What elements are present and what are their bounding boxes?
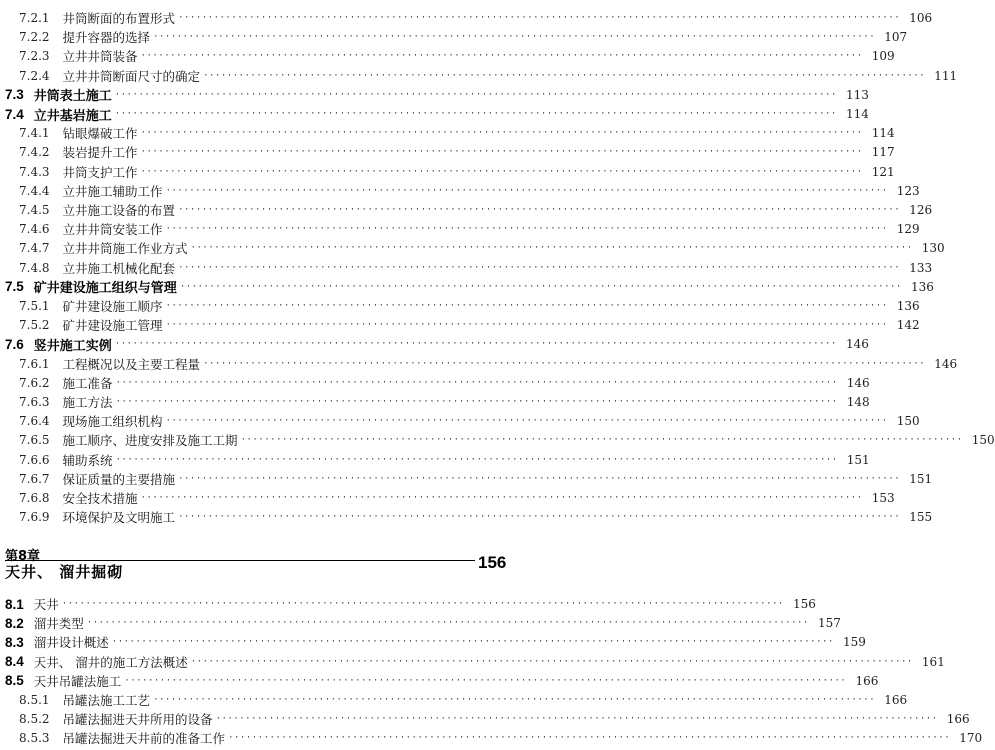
toc-entry-title: 辅助系统	[62, 452, 113, 468]
toc-entry-page: 113	[845, 87, 869, 102]
dot-leader: ··························································································································	[165, 224, 888, 235]
toc-entry-page: 136	[910, 279, 934, 294]
chapter-page-number: 156	[478, 553, 507, 572]
toc-entry-number: 8.1	[5, 596, 24, 612]
toc-entry[interactable]	[0, 411, 920, 431]
toc-entry-number: 8.5.3	[19, 731, 50, 746]
toc-entry-title: 吊罐法掘进天井前的准备工作	[62, 731, 226, 747]
toc-entry-title: 溜井类型	[33, 616, 84, 632]
dot-leader: ··························································································································	[114, 339, 837, 350]
toc-entry-number: 8.4	[5, 654, 24, 670]
toc-entry[interactable]	[0, 507, 933, 527]
toc-entry[interactable]	[0, 219, 920, 239]
dot-leader: ··························································································································	[115, 397, 838, 407]
toc-entry-number: 7.2.1	[19, 11, 50, 25]
toc-entry-page: 114	[871, 126, 895, 141]
dot-leader: ··························································································································	[178, 262, 901, 273]
toc-entry-page: 114	[845, 107, 869, 121]
toc-entry[interactable]	[0, 450, 870, 470]
toc-entry-number: 8.5.2	[19, 712, 50, 727]
toc-entry-title: 立井井筒装备	[62, 49, 138, 65]
toc-entry[interactable]	[0, 8, 933, 28]
toc-entry-page: 123	[896, 183, 920, 198]
toc-entry-title: 立井基岩施工	[33, 108, 112, 124]
toc-entry[interactable]	[0, 392, 870, 412]
toc-entry-number: 7.6.1	[19, 356, 50, 371]
toc-entry-title: 井筒表土施工	[33, 89, 112, 105]
toc-entry-page: 153	[871, 491, 895, 505]
toc-entry-page: 156	[792, 597, 816, 611]
toc-entry-title: 竖井施工实例	[33, 338, 112, 354]
toc-entry-number: 7.4.5	[19, 203, 50, 217]
dot-leader: ··························································································································	[165, 185, 888, 196]
toc-entry[interactable]	[0, 66, 958, 86]
toc-entry[interactable]	[0, 488, 895, 508]
toc-entry[interactable]	[0, 104, 869, 124]
toc-entry-number: 7.6.9	[19, 510, 50, 525]
toc-entry-number: 7.4.1	[19, 126, 50, 141]
toc-entry-number: 7.4.6	[19, 222, 50, 237]
dot-leader: ··························································································································	[111, 637, 834, 648]
toc-entry-title: 提升容器的选择	[62, 30, 151, 46]
toc-entry-number: 7.5.2	[19, 318, 50, 333]
toc-entry-number: 7.5.1	[19, 299, 50, 313]
toc-entry-number: 7.2.3	[19, 49, 50, 64]
toc-entry-page: 109	[871, 49, 895, 64]
toc-entry-number: 7.2.2	[19, 30, 50, 45]
toc-entry[interactable]	[0, 671, 879, 691]
toc-entry[interactable]	[0, 142, 895, 162]
toc-entry-number: 7.5	[5, 279, 24, 295]
dot-leader: ··························································································································	[203, 70, 926, 81]
toc-entry-title: 装岩提升工作	[62, 145, 138, 161]
toc-entry[interactable]	[0, 315, 920, 335]
toc-entry-page: 150	[896, 414, 920, 429]
dot-leader: ··························································································································	[165, 301, 888, 311]
dot-leader: ··························································································································	[215, 714, 938, 725]
toc-entry-page: 136	[896, 299, 920, 313]
toc-entry-title: 现场施工组织机构	[62, 414, 163, 430]
toc-entry-title: 天井、 溜井的施工方法概述	[33, 654, 188, 670]
dot-leader: ··························································································································	[203, 358, 926, 369]
toc-entry-number: 8.5	[5, 673, 24, 689]
toc-entry-title: 立井井筒安装工作	[62, 222, 163, 238]
toc-entry-page: 121	[871, 164, 895, 179]
toc-entry-number: 7.6.3	[19, 395, 50, 409]
dot-leader: ··························································································································	[115, 377, 838, 388]
dot-leader: ··························································································································	[178, 512, 901, 523]
toc-entry-page: 146	[845, 337, 869, 352]
toc-entry-number: 7.6	[5, 336, 24, 352]
toc-entry-title: 立井施工设备的布置	[62, 203, 176, 218]
dot-leader: ··························································································································	[114, 89, 837, 100]
toc-entry-title: 安全技术措施	[62, 491, 138, 506]
toc-entry[interactable]	[0, 123, 895, 143]
toc-entry-page: 157	[817, 616, 841, 631]
dot-leader: ··························································································································	[140, 493, 863, 503]
toc-entry-page: 106	[909, 11, 933, 25]
toc-entry-title: 环境保护及文明施工	[62, 510, 176, 526]
dot-leader: ··························································································································	[178, 473, 901, 484]
dot-leader: ··························································································································	[165, 320, 888, 331]
dot-leader: ··························································································································	[114, 109, 837, 119]
toc-entry-title: 矿井建设施工顺序	[62, 299, 163, 314]
toc-entry-page: 133	[909, 260, 933, 275]
toc-entry[interactable]	[0, 296, 920, 316]
dot-leader: ··························································································································	[240, 435, 963, 446]
toc-entry[interactable]	[0, 258, 933, 278]
toc-entry-number: 7.4.2	[19, 145, 50, 160]
dot-leader: ··························································································································	[140, 147, 863, 158]
toc-entry[interactable]	[0, 27, 908, 47]
toc-entry-page: 150	[971, 433, 995, 448]
toc-entry-number: 7.6.7	[19, 471, 50, 486]
toc-entry-title: 施工顺序、进度安排及施工工期	[62, 433, 238, 449]
toc-entry[interactable]	[0, 85, 869, 105]
toc-entry-title: 吊罐法掘进天井所用的设备	[62, 712, 213, 728]
toc-entry-number: 7.4	[5, 106, 24, 122]
toc-entry-number: 7.4.4	[19, 183, 50, 198]
toc-entry-number: 7.2.4	[19, 68, 50, 83]
toc-entry-title: 矿井建设施工组织与管理	[33, 281, 177, 297]
toc-entry[interactable]	[0, 181, 920, 201]
toc-entry-page: 107	[884, 30, 908, 45]
toc-entry-page: 117	[871, 145, 895, 160]
dot-leader: ··························································································································	[165, 416, 888, 427]
dot-leader: ··························································································································	[115, 454, 838, 465]
toc-entry-number: 7.4.7	[19, 241, 50, 256]
toc-entry-number: 7.6.8	[19, 491, 50, 505]
toc-entry[interactable]	[0, 354, 958, 374]
toc-entry-title: 井筒断面的布置形式	[62, 11, 176, 26]
dot-leader: ··························································································································	[178, 205, 901, 215]
toc-entry-title: 天井吊罐法施工	[33, 673, 122, 689]
toc-entry[interactable]	[0, 613, 841, 633]
toc-entry-number: 8.2	[5, 615, 24, 631]
toc-entry[interactable]	[0, 162, 895, 182]
chapter-title: 天井、 溜井掘砌	[5, 563, 124, 581]
toc-entry-page: 146	[934, 356, 958, 371]
chapter-label: 第8章	[5, 549, 41, 564]
toc-entry-page: 126	[909, 203, 933, 217]
toc-entry-page: 166	[884, 693, 908, 707]
toc-entry-page: 146	[846, 375, 870, 390]
toc-entry[interactable]	[0, 46, 895, 66]
toc-entry-page: 170	[959, 731, 983, 746]
toc-entry-number: 7.6.6	[19, 452, 50, 467]
toc-entry-page: 161	[921, 654, 945, 669]
toc-entry[interactable]	[0, 652, 945, 672]
toc-entry-title: 立井井筒断面尺寸的确定	[62, 68, 201, 84]
toc-entry-number: 8.3	[5, 634, 24, 650]
dot-leader: ··························································································································	[153, 32, 876, 43]
toc-entry-page: 159	[842, 635, 866, 650]
toc-entry-page: 148	[846, 395, 870, 409]
toc-entry-title: 井筒支护工作	[62, 164, 138, 180]
toc-entry-number: 7.6.2	[19, 375, 50, 390]
toc-entry-page: 129	[896, 222, 920, 237]
toc-entry-title: 施工方法	[62, 395, 113, 410]
toc-entry-page: 166	[946, 712, 970, 727]
toc-entry-number: 7.6.5	[19, 433, 50, 448]
dot-leader: ··························································································································	[190, 243, 913, 254]
toc-entry-page: 151	[846, 452, 870, 467]
toc-entry[interactable]	[0, 594, 816, 614]
toc-entry-title: 吊罐法施工工艺	[62, 693, 151, 708]
dot-leader: ··························································································································	[179, 281, 902, 292]
toc-entry[interactable]	[0, 709, 970, 729]
dot-leader: ··························································································································	[140, 128, 863, 139]
toc-entry[interactable]	[0, 728, 983, 748]
toc-entry-number: 7.4.8	[19, 260, 50, 275]
toc-entry-page: 155	[909, 510, 933, 525]
toc-entry[interactable]	[0, 690, 908, 710]
toc-entry-page: 111	[934, 68, 958, 83]
toc-entry-page: 151	[909, 471, 933, 486]
toc-entry-page: 166	[855, 673, 879, 688]
toc-entry-title: 钻眼爆破工作	[62, 126, 138, 142]
toc-entry[interactable]	[0, 277, 934, 297]
toc-entry-number: 8.5.1	[19, 693, 50, 707]
dot-leader: ··························································································································	[61, 599, 784, 609]
dot-leader: ··························································································································	[190, 656, 913, 667]
toc-entry-number: 7.6.4	[19, 414, 50, 429]
toc-entry-title: 立井施工辅助工作	[62, 183, 163, 199]
dot-leader: ··························································································································	[153, 695, 876, 705]
toc-entry-title: 矿井建设施工管理	[62, 318, 163, 334]
toc-entry-number: 7.4.3	[19, 164, 50, 179]
toc-entry-title: 工程概况以及主要工程量	[62, 356, 201, 372]
toc-entry-number: 7.3	[5, 87, 24, 103]
toc-entry[interactable]	[0, 469, 933, 489]
toc-entry-title: 立井施工机械化配套	[62, 260, 176, 276]
toc-entry[interactable]	[0, 200, 933, 220]
toc-entry-page: 142	[896, 318, 920, 333]
toc-entry[interactable]	[0, 430, 995, 450]
dot-leader: ··························································································································	[86, 618, 809, 629]
dot-leader: ··························································································································	[228, 733, 951, 744]
toc-entry-title: 保证质量的主要措施	[62, 471, 176, 487]
toc-entry-title: 天井	[33, 597, 59, 612]
toc-entry-title: 溜井设计概述	[33, 635, 109, 651]
dot-leader: ··························································································································	[124, 675, 847, 686]
toc-entry[interactable]	[0, 632, 866, 652]
toc-entry[interactable]	[0, 238, 945, 258]
toc-entry-page: 130	[921, 241, 945, 256]
toc-entry[interactable]	[0, 373, 870, 393]
dot-leader: ··························································································································	[178, 13, 901, 23]
toc-entry-title: 立井井筒施工作业方式	[62, 241, 188, 257]
toc-entry-title: 施工准备	[62, 375, 113, 391]
dot-leader: ··························································································································	[140, 51, 863, 62]
dot-leader: ··························································································································	[140, 166, 863, 177]
toc-entry[interactable]	[0, 334, 869, 354]
